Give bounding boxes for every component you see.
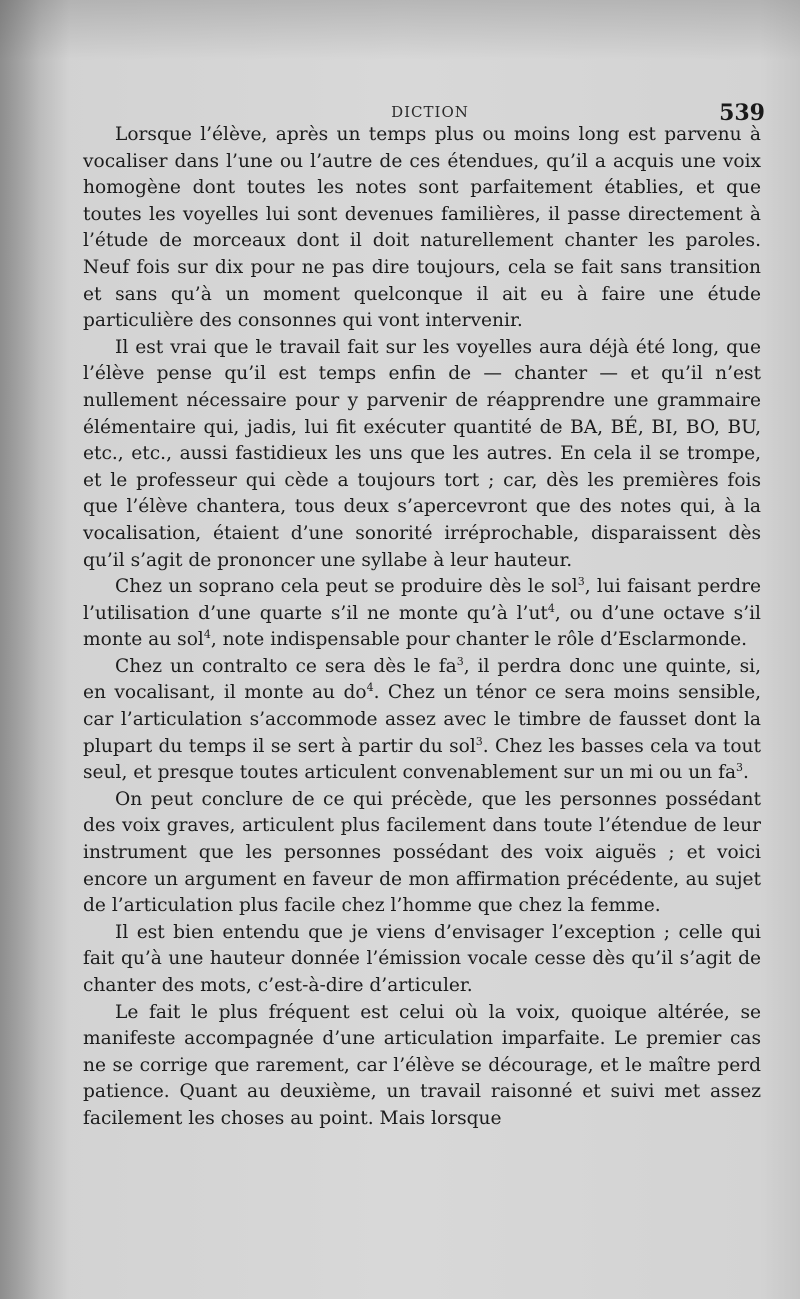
paragraph-text: Il est vrai que le travail fait sur les voyelles aura déjà été long, que l’élève pense qu’il est temps enfin de — chanter — et qu’il n’est nullement nécessaire pour y parvenir de réapprendre une grammaire élémentaire qui, jadis, lui fit exécuter quantité de BA, BÉ, BI, BO, BU, etc., etc., aussi fastidieux les uns que les autres. En cela il se trompe, et le professeur qui cède a toujours tort ; car, dès les premières fois que l’élève chantera, tous deux s’apercevront que des notes qui, à la vocalisation, étaient d’une sonorité irréprochable, disparaissent dès qu’il s’agit de prononcer une syllabe à leur hauteur. <box>83 336 761 571</box>
paragraph-text: On peut conclure de ce qui précède, que les personnes possédant des voix graves, articulent plus facilement dans toute l’étendue de leur instrument que les personnes possédant des voix aiguës ; et voici encore un argument en faveur de mon affirmation précédente, au sujet de l’articulation plus facile chez l’homme que chez la femme. <box>83 788 761 917</box>
superscript: 4 <box>366 681 374 695</box>
running-title: DICTION <box>391 103 469 121</box>
superscript: 3 <box>736 761 744 775</box>
superscript: 3 <box>475 734 483 748</box>
paragraph-text: Lorsque l’élève, après un temps plus ou moins long est parvenu à vocaliser dans l’une ou l’autre de ces étendues, qu’il a acquis une voix homogène dont toutes les notes sont parfaitement établies, et que toutes les voyelles lui sont devenues familières, il passe directement à l’étude de morceaux dont il doit naturellement chanter les paroles. Neuf fois sur dix pour ne pas dire toujours, cela se fait sans transition et sans qu’à un moment quelconque il ait eu à faire une étude particulière des consonnes qui vont intervenir. <box>83 124 761 332</box>
paragraph-text: . Chez les basses cela va tout seul, et presque toutes articulent convenablement sur un mi ou un fa <box>83 735 761 784</box>
paragraph-text: , il perdra donc une quinte, si, en vocalisant, il monte au do <box>83 655 761 704</box>
paragraph-text: Il est bien entendu que je viens d’envisager l’exception ; celle qui fait qu’à une hauteur donnée l’émission vocale cesse dès qu’il s’agit de chanter des mots, c’est-à-dire d’articuler. <box>83 921 761 996</box>
paragraph <box>83 574 761 654</box>
paragraph-text: Le fait le plus fréquent est celui où la voix, quoique altérée, se manifeste accompagnée d’une articulation imparfaite. Le premier cas ne se corrige que rarement, car l’élève se décourage, et le maître perd patience. Quant au deuxième, un travail raisonné et suivi met assez facilement les choses au point. Mais lorsque <box>83 1001 761 1129</box>
superscript: 3 <box>577 574 585 588</box>
superscript: 4 <box>203 628 211 642</box>
page-number: 539 <box>719 100 765 126</box>
page-shadow-gutter <box>0 0 70 1299</box>
paragraph <box>83 335 761 574</box>
paragraph-text: , note indispensable pour chanter le rôle d’Esclarmonde. <box>210 629 748 651</box>
superscript: 4 <box>547 601 555 615</box>
paragraph-text: Chez un soprano cela peut se produire dès le sol <box>115 576 578 598</box>
paragraph-text: , ou d’une octave s’il monte au sol <box>83 602 762 651</box>
paragraph <box>83 122 761 335</box>
paragraph <box>83 654 761 787</box>
paragraph-text: , lui faisant perdre l’utilisation d’une quarte s’il ne monte qu’à l’ut <box>83 576 762 624</box>
paragraph-text: . <box>743 762 749 784</box>
paragraph <box>83 1000 761 1133</box>
paragraph-text: . Chez un ténor ce sera moins sensible, car l’articulation s’accommode assez avec le timbre de fausset dont la plupart du temps il se sert à partir du sol <box>83 682 761 757</box>
paragraph <box>83 920 761 1000</box>
paragraph <box>83 787 761 920</box>
paragraph-text: Chez un contralto ce sera dès le fa <box>115 655 457 677</box>
page-shadow-top <box>0 0 800 60</box>
body-text <box>83 122 761 1133</box>
superscript: 3 <box>456 654 464 668</box>
